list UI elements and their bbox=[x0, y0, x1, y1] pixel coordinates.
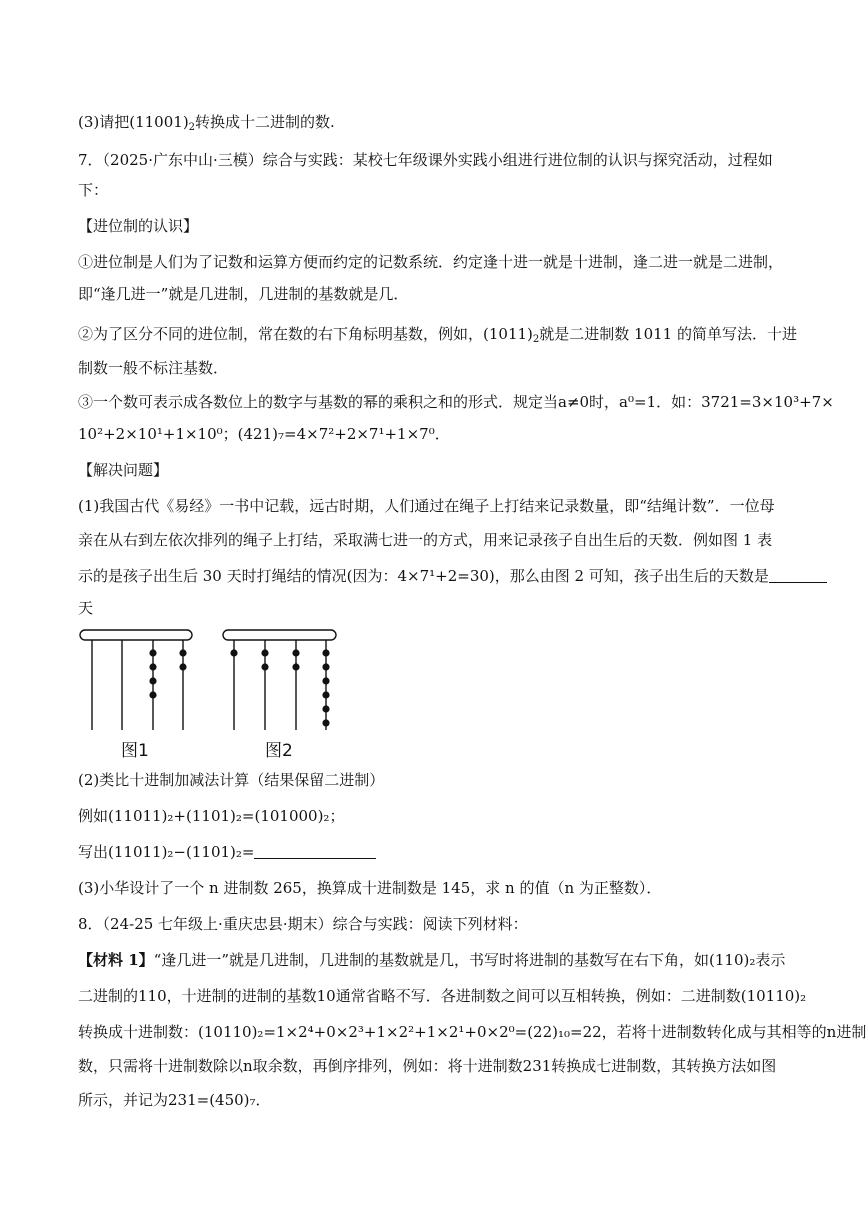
q7-section-solve: 【解决问题】 bbox=[78, 461, 169, 479]
figure-1-caption: 图1 bbox=[121, 741, 149, 761]
answer-blank-days bbox=[769, 582, 827, 583]
q7-heading-cont: 下： bbox=[78, 181, 109, 199]
answer-blank-binary bbox=[254, 858, 376, 859]
q8-material-1-b: 二进制的110，十进制的进制的基数10通常省略不写．各进制数之间可以互相转换，例如：二进制数(10110)₂ bbox=[78, 987, 807, 1005]
q7-part3: (3)小华设计了一个 n 进制数 265，换算成十进制数是 145，求 n 的值（n 为正整数）． bbox=[78, 879, 662, 897]
q7-part1-b: 亲在从右到左依次排列的绳子上打结，采取满七进一的方式，用来记录孩子自出生后的天数．例如图 1 表 bbox=[78, 531, 773, 549]
q8-material-1-e: 所示，并记为231=(450)₇． bbox=[78, 1091, 271, 1109]
q7-part1-c bbox=[78, 566, 827, 586]
q7-clause-2a-sub: 2 bbox=[532, 334, 540, 345]
q7-clause-2a bbox=[78, 324, 797, 344]
q7-section-recognition: 【进位制的认识】 bbox=[78, 217, 199, 235]
q7-heading: 7．（2025·广东中山·三模）综合与实践：某校七年级课外实践小组进行进位制的认识与探究活动，过程如 bbox=[78, 151, 773, 169]
q7-part2-question-text: 写出(11011)₂−(1101)₂= bbox=[78, 843, 255, 861]
q7-clause-2b: 制数一般不标注基数． bbox=[78, 359, 229, 377]
problem-3-suffix: 转换成十二进制的数. bbox=[195, 113, 335, 131]
q8-material-1-d: 数，只需将十进制数除以n取余数，再倒序排列，例如：将十进制数231转换成七进制数，其转换方法如图 bbox=[78, 1057, 777, 1075]
figure-1-rope-diagram bbox=[80, 630, 192, 730]
figure-2-caption: 图2 bbox=[265, 741, 293, 761]
figure-2-rope-diagram bbox=[223, 630, 336, 730]
problem-3-prefix: (3)请把(11001) bbox=[78, 113, 189, 131]
q8-material-1-c: 转换成十进制数：(10110)₂=1×2⁴+0×2³+1×2²+1×2¹+0×2⁰=(22)₁₀=22，若将十进制数转化成与其相等的n进制 bbox=[78, 1023, 867, 1041]
q8-material-1-tag: 【材料 1】 bbox=[78, 951, 154, 969]
q8-heading: 8．（24-25 七年级上·重庆忠县·期末）综合与实践：阅读下列材料： bbox=[78, 915, 528, 933]
knot-figures bbox=[70, 626, 370, 770]
q7-clause-1b: 即“逢几进一”就是几进制，几进制的基数就是几． bbox=[78, 285, 409, 303]
q7-part2-example: 例如(11011)₂+(1101)₂=(101000)₂； bbox=[78, 807, 345, 825]
knot-figures-svg bbox=[70, 626, 370, 766]
q7-clause-3b: 10²+2×10¹+1×10⁰；(421)₇=4×7²+2×7¹+1×7⁰． bbox=[78, 425, 450, 443]
q7-part2-question bbox=[78, 842, 376, 862]
q8-material-1-a bbox=[78, 950, 785, 970]
q8-material-1-a-text: “逢几进一”就是几进制，几进制的基数就是几，书写时将进制的基数写在右下角，如(110)₂表示 bbox=[153, 951, 786, 969]
q7-clause-1a: ①进位制是人们为了记数和运算方便而约定的记数系统．约定逢十进一就是十进制，逢二进一就是二进制， bbox=[78, 253, 784, 271]
q7-part1-c-text: 示的是孩子出生后 30 天时打绳结的情况(因为：4×7¹+2=30)，那么由图 2 可知，孩子出生后的天数是 bbox=[78, 567, 769, 585]
q7-part1-a: (1)我国古代《易经》一书中记载，远古时期，人们通过在绳子上打结来记录数量，即“结绳计数”．一位母 bbox=[78, 497, 775, 515]
problem-3-line bbox=[78, 112, 335, 132]
q7-part2-a: (2)类比十进制加减法计算（结果保留二进制） bbox=[78, 771, 385, 789]
q7-part1-d: 天 bbox=[78, 599, 94, 617]
problem-3-subscript: 2 bbox=[188, 122, 196, 133]
q7-clause-2a-pre: ②为了区分不同的进位制，常在数的右下角标明基数，例如，(1011) bbox=[78, 325, 533, 343]
q7-clause-2a-post: 就是二进制数 1011 的简单写法．十进 bbox=[539, 325, 797, 343]
q7-clause-3a: ③一个数可表示成各数位上的数字与基数的幂的乘积之和的形式．规定当a≠0时，a⁰=1．如：3721=3×10³+7× bbox=[78, 393, 834, 411]
